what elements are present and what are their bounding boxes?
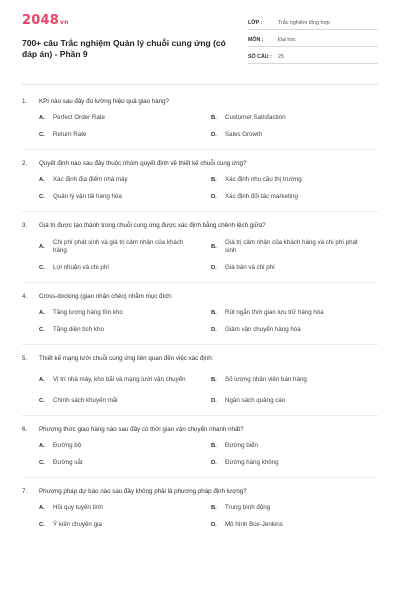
option-text: Số lượng nhân viên bán hàng	[225, 375, 307, 383]
option-text: Lợi nhuận và chi phí	[53, 264, 110, 272]
question-text	[22, 221, 378, 230]
question-stem: KPI nào sau đây đo lường hiệu quả giao hàng?	[39, 98, 169, 105]
question-text	[22, 292, 378, 301]
option-letter: A.	[39, 505, 45, 512]
option-a[interactable]	[39, 309, 211, 318]
option-letter: A.	[39, 376, 45, 383]
option-b[interactable]	[211, 504, 383, 513]
question-stem: Phương pháp dự báo nào sau đây không phải là phương pháp định lượng?	[39, 488, 247, 495]
question-divider	[22, 477, 378, 478]
option-text: Hồi quy tuyến tính	[53, 504, 103, 512]
meta-subject	[248, 33, 378, 47]
option-d[interactable]	[211, 459, 383, 468]
option-d[interactable]	[211, 521, 383, 530]
question-3	[22, 221, 378, 283]
option-text: Giảm vận chuyển hàng hóa	[225, 326, 301, 334]
option-letter: B.	[211, 310, 217, 317]
option-b[interactable]	[211, 309, 383, 318]
option-letter: D.	[211, 132, 217, 139]
option-text: Đường sắt	[53, 459, 83, 467]
answer-options	[22, 504, 378, 530]
option-letter: D.	[211, 327, 217, 334]
answer-options	[22, 114, 378, 140]
meta-question-count	[248, 50, 378, 64]
option-letter: C.	[39, 265, 45, 272]
option-letter: D.	[211, 194, 217, 201]
option-text: Return Rate	[53, 131, 87, 139]
option-text: Xác định địa điểm nhà máy	[53, 176, 128, 184]
option-b[interactable]	[211, 114, 383, 123]
option-d[interactable]	[211, 264, 383, 273]
logo-text: 2048	[22, 13, 59, 28]
option-letter: A.	[39, 115, 45, 122]
option-text: Xác định đối tác marketing	[225, 193, 298, 201]
option-c[interactable]	[39, 131, 211, 140]
option-letter: C.	[39, 460, 45, 467]
option-text: Rút ngắn thời gian lưu trữ hàng hóa	[225, 309, 324, 317]
option-c[interactable]	[39, 459, 211, 468]
option-letter: B.	[211, 177, 217, 184]
option-letter: A.	[39, 310, 45, 317]
option-d[interactable]	[211, 326, 383, 335]
document-header	[22, 14, 378, 78]
option-a[interactable]	[39, 442, 211, 451]
option-letter: D.	[211, 522, 217, 529]
question-number: 7.	[22, 488, 28, 495]
option-a[interactable]	[39, 371, 211, 389]
option-d[interactable]	[211, 131, 383, 140]
question-number: 3.	[22, 222, 28, 229]
meta-label: LỚP :	[248, 19, 263, 26]
question-stem: Cross-docking (giao nhận chéo) nhằm mục đích:	[39, 293, 173, 300]
option-d[interactable]	[211, 193, 383, 202]
answer-options	[22, 309, 378, 335]
option-letter: C.	[39, 522, 45, 529]
option-letter: D.	[211, 265, 217, 272]
option-text: Đường hàng không	[225, 459, 279, 467]
option-text: Vị trí nhà máy, kho bãi và mạng lưới vận chuyển	[53, 375, 186, 383]
page-title: 700+ câu Trắc nghiệm Quản lý chuỗi cung ứng (có đáp án) - Phần 9	[22, 38, 226, 59]
question-6	[22, 425, 378, 478]
option-text: Chính sách khuyến mãi	[53, 397, 118, 405]
option-text: Tăng diện tích kho	[53, 326, 104, 334]
question-number: 2.	[22, 160, 28, 167]
question-divider	[22, 344, 378, 345]
option-letter: A.	[39, 443, 45, 450]
document-meta	[248, 16, 378, 67]
option-c[interactable]	[39, 326, 211, 335]
question-divider	[22, 149, 378, 150]
option-b[interactable]	[211, 238, 383, 256]
meta-class	[248, 16, 378, 30]
option-b[interactable]	[211, 442, 383, 451]
question-stem: Quyết định nào sau đây thuộc nhóm quyết định về thiết kế chuỗi cung ứng?	[39, 160, 247, 167]
option-text: Perfect Order Rate	[53, 114, 105, 122]
option-text: Giá trị cảm nhận của khách hàng và chi phí phát sinh	[225, 238, 358, 254]
meta-value: Đại học	[278, 36, 296, 43]
option-letter: B.	[211, 243, 217, 250]
question-2	[22, 159, 378, 212]
answer-options	[22, 371, 378, 406]
option-c[interactable]	[39, 521, 211, 530]
option-text: Mô hình Box-Jenkins	[225, 521, 283, 529]
question-text	[22, 425, 378, 434]
option-b[interactable]	[211, 371, 383, 389]
option-text: Quản lý vận tải hàng hóa	[53, 193, 122, 201]
option-c[interactable]	[39, 264, 211, 273]
answer-options	[22, 442, 378, 468]
option-d[interactable]	[211, 397, 383, 406]
question-text	[22, 159, 378, 168]
question-number: 4.	[22, 293, 28, 300]
option-text: Đường bộ	[53, 442, 82, 450]
question-text	[22, 97, 378, 106]
meta-label: SỐ CÂU :	[248, 53, 272, 60]
option-letter: A.	[39, 243, 45, 250]
question-7	[22, 487, 378, 530]
option-text: Trung bình động	[225, 504, 271, 512]
question-number: 5.	[22, 355, 28, 362]
question-text	[22, 354, 378, 363]
option-text: Giá bán và chi phí	[225, 264, 275, 272]
header-left	[22, 14, 240, 60]
question-text	[22, 487, 378, 496]
option-letter: C.	[39, 398, 45, 405]
option-text: Chi phí phát sinh và giá trị cảm nhận của khách hàng	[53, 238, 184, 254]
question-divider	[22, 415, 378, 416]
option-text: Xác định nhu cầu thị trường	[225, 176, 302, 184]
meta-label: MÔN :	[248, 36, 264, 43]
question-1	[22, 97, 378, 150]
logo-suffix: vn	[59, 19, 69, 26]
question-stem: Giá trị được tạo thành trong chuỗi cung ứng được xác định bằng chênh lệch giữa?	[39, 222, 266, 229]
question-divider	[22, 282, 378, 283]
option-letter: D.	[211, 460, 217, 467]
question-5	[22, 354, 378, 416]
option-a[interactable]	[39, 176, 211, 185]
answer-options	[22, 238, 378, 273]
question-number: 1.	[22, 98, 28, 105]
meta-value: Trắc nghiệm tổng hợp	[278, 19, 330, 26]
option-a[interactable]	[39, 114, 211, 123]
option-letter: B.	[211, 376, 217, 383]
option-text: Đường biển	[225, 442, 258, 450]
option-text: Ngân sách quảng cáo	[225, 397, 286, 405]
option-c[interactable]	[39, 397, 211, 406]
option-letter: C.	[39, 132, 45, 139]
option-text: Customer Satisfaction	[225, 114, 286, 122]
option-letter: B.	[211, 115, 217, 122]
option-a[interactable]	[39, 504, 211, 513]
option-b[interactable]	[211, 176, 383, 185]
question-number: 6.	[22, 426, 28, 433]
site-logo[interactable]	[22, 14, 240, 30]
option-letter: D.	[211, 398, 217, 405]
header-divider	[22, 84, 378, 85]
option-text: Tăng lượng hàng tồn kho	[53, 309, 123, 317]
question-stem: Phương thức giao hàng nào sau đây có thời gian vận chuyển nhanh nhất?	[39, 426, 244, 433]
option-letter: C.	[39, 327, 45, 334]
question-divider	[22, 211, 378, 212]
option-text: Sales Growth	[225, 131, 263, 139]
option-letter: C.	[39, 194, 45, 201]
question-stem: Thiết kế mạng lưới chuỗi cung ứng liên quan đến việc xác định:	[39, 355, 214, 362]
question-4	[22, 292, 378, 345]
answer-options	[22, 176, 378, 202]
option-letter: A.	[39, 177, 45, 184]
option-text: Ý kiến chuyên gia	[53, 521, 102, 529]
option-c[interactable]	[39, 193, 211, 202]
option-letter: B.	[211, 443, 217, 450]
option-a[interactable]	[39, 238, 211, 256]
meta-value: 25	[278, 53, 284, 60]
option-letter: B.	[211, 505, 217, 512]
